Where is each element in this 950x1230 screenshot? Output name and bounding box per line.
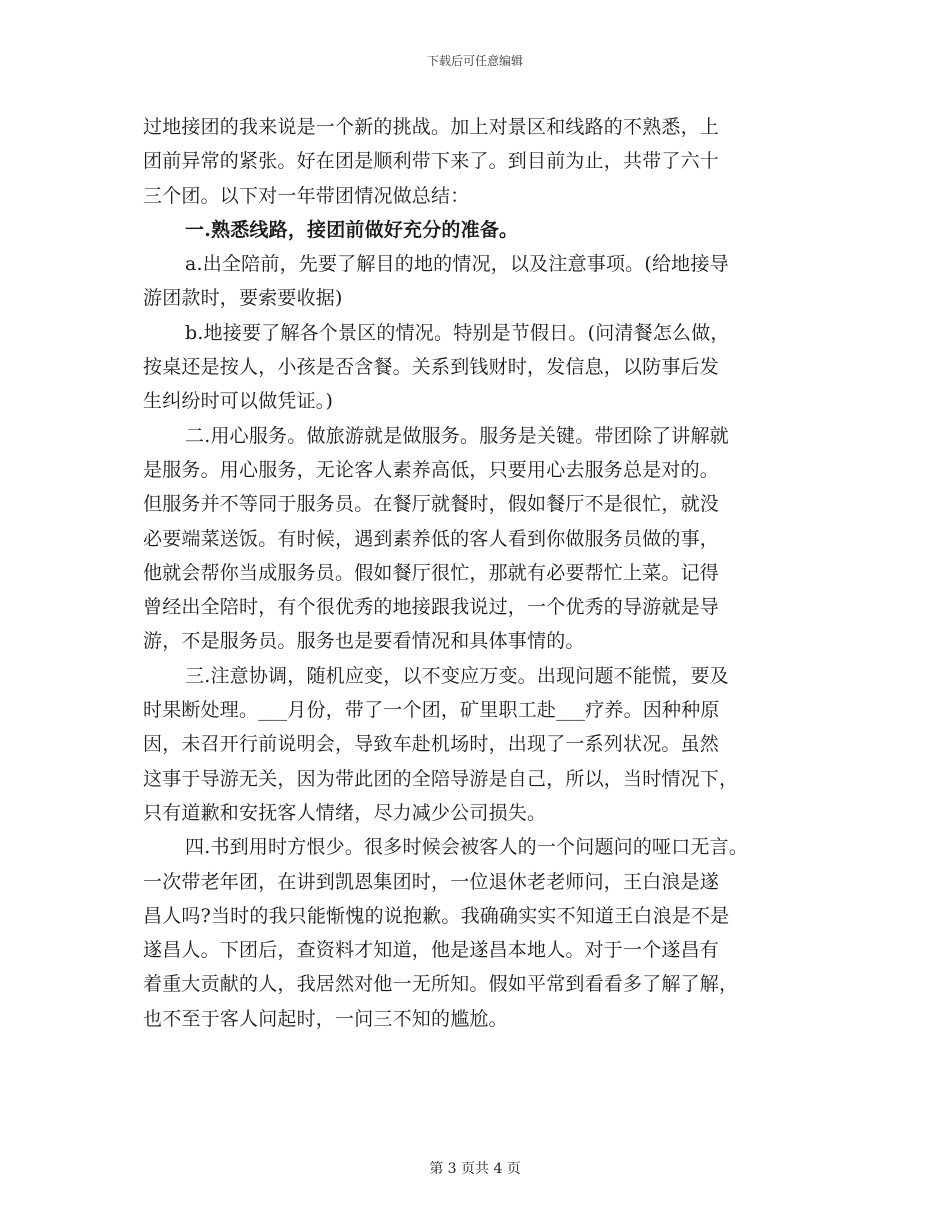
text-line: 生纠纷时可以做凭证。): [143, 390, 334, 413]
text-line: 他就会帮你当成服务员。假如餐厅很忙，那就有必要帮忙上菜。记得: [143, 561, 720, 584]
section-heading: 一.熟悉线路，接团前做好充分的准备。: [185, 218, 519, 241]
text-line: b.地接要了解各个景区的情况。特别是节假日。(问清餐怎么做，: [185, 321, 730, 344]
text-line: a.出全陪前，先要了解目的地的情况，以及注意事项。(给地接导: [185, 253, 729, 276]
text-line: 但服务并不等同于服务员。在餐厅就餐时，假如餐厅不是很忙，就没: [143, 493, 720, 516]
text-line: 三.注意协调，随机应变，以不变应万变。出现问题不能慌，要及: [185, 664, 729, 687]
text-line: 四.书到用时方恨少。很多时候会被客人的一个问题问的哑口无言。: [185, 836, 749, 859]
text-line: 是服务。用心服务，无论客人素养高低，只要用心去服务总是对的。: [143, 458, 720, 481]
text-line: 遂昌人。下团后，查资料才知道，他是遂昌本地人。对于一个遂昌有: [143, 939, 720, 962]
text-line: 因，未召开行前说明会，导致车赴机场时，出现了一系列状况。虽然: [143, 733, 720, 756]
page-header: 下载后可任意编辑: [426, 54, 523, 68]
text-line: 昌人吗?当时的我只能惭愧的说抱歉。我确确实实不知道王白浪是不是: [143, 904, 730, 927]
text-line: 这事于导游无关，因为带此团的全陪导游是自己，所以，当时情况下，: [143, 767, 739, 790]
text-line: 团前异常的紧张。好在团是顺利带下来了。到目前为止，共带了六十: [143, 150, 720, 173]
text-line: 时果断处理。___月份，带了一个团，矿里职工赴___疗养。因种种原: [143, 699, 720, 722]
text-line: 也不至于客人问起时，一问三不知的尴尬。: [143, 1007, 508, 1030]
text-line: 游，不是服务员。服务也是要看情况和具体事情的。: [143, 630, 585, 653]
text-line: 必要端菜送饭。有时候，遇到素养低的客人看到你做服务员做的事，: [143, 527, 720, 550]
document-body: [143, 110, 833, 1036]
text-line: 只有道歉和安抚客人情绪，尽力减少公司损失。: [143, 801, 547, 824]
text-line: 曾经出全陪时，有个很优秀的地接跟我说过，一个优秀的导游就是导: [143, 596, 720, 619]
text-line: 二.用心服务。做旅游就是做服务。服务是关键。带团除了讲解就: [185, 424, 729, 447]
page-number: 第 3 页共 4 页: [429, 1161, 521, 1177]
text-line: 着重大贡献的人，我居然对他一无所知。假如平常到看看多了解了解，: [143, 973, 739, 996]
text-line: 一次带老年团，在讲到凯恩集团时，一位退休老老师问，王白浪是遂: [143, 870, 720, 893]
text-line: 过地接团的我来说是一个新的挑战。加上对景区和线路的不熟悉，上: [143, 116, 720, 138]
text-line: 游团款时，要索要收据): [143, 287, 343, 310]
text-line: 三个团。以下对一年带团情况做总结：: [143, 184, 470, 207]
text-line: 按桌还是按人，小孩是否含餐。关系到钱财时，发信息，以防事后发: [143, 356, 720, 379]
